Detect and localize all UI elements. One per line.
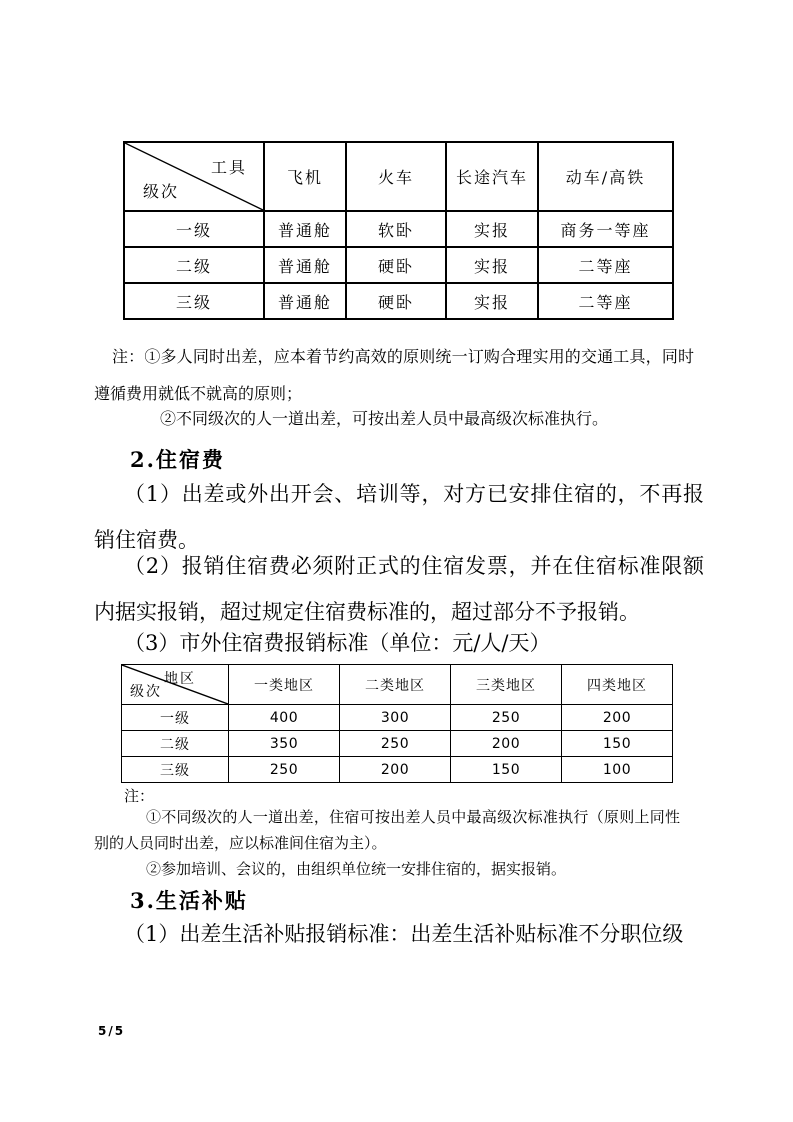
table-row bbox=[124, 283, 673, 319]
column-header-train: 火车 bbox=[346, 142, 446, 211]
table-row bbox=[124, 247, 673, 283]
column-header-plane: 飞机 bbox=[264, 142, 346, 211]
lodging-standards-table bbox=[121, 664, 673, 783]
table-cell: 150 bbox=[451, 757, 562, 783]
section-heading-allowance: 3.生活补贴 bbox=[130, 888, 248, 913]
table-cell: 250 bbox=[340, 731, 451, 757]
table-cell: 商务一等座 bbox=[538, 211, 673, 247]
row-level-cell: 一级 bbox=[124, 211, 264, 247]
table-cell: 300 bbox=[340, 705, 451, 731]
corner-label-level: 级次 bbox=[143, 182, 180, 201]
transport-corner-cell bbox=[124, 142, 264, 211]
row-level-cell: 三级 bbox=[124, 283, 264, 319]
table-cell: 普通舱 bbox=[264, 211, 346, 247]
table-row bbox=[122, 757, 673, 783]
table-row bbox=[124, 211, 673, 247]
table-cell: 200 bbox=[562, 705, 673, 731]
column-header-region-4: 四类地区 bbox=[562, 665, 673, 705]
table-cell: 250 bbox=[451, 705, 562, 731]
table-cell: 150 bbox=[562, 731, 673, 757]
row-level-cell: 一级 bbox=[122, 705, 229, 731]
lodging-paragraph-3: （3）市外住宿费报销标准（单位：元/人/天） bbox=[124, 631, 551, 655]
column-header-highspeed: 动车/高铁 bbox=[538, 142, 673, 211]
transport-standards-table bbox=[123, 141, 674, 320]
table-cell: 100 bbox=[562, 757, 673, 783]
lodging-notes-label: 注： bbox=[124, 787, 155, 805]
allowance-paragraph-1: （1）出差生活补贴报销标准：出差生活补贴标准不分职位级 bbox=[124, 922, 684, 946]
table-cell: 400 bbox=[229, 705, 340, 731]
row-level-cell: 三级 bbox=[122, 757, 229, 783]
column-header-region-2: 二类地区 bbox=[340, 665, 451, 705]
column-header-coach: 长途汽车 bbox=[446, 142, 538, 211]
lodging-corner-cell bbox=[122, 665, 229, 705]
lodging-paragraph-1: （1）出差或外出开会、培训等，对方已安排住宿的，不再报销住宿费。 bbox=[94, 482, 704, 552]
section-heading-lodging: 2.住宿费 bbox=[130, 447, 225, 472]
table-cell: 硬卧 bbox=[346, 283, 446, 319]
corner-label-level: 级次 bbox=[130, 684, 162, 700]
table-row bbox=[122, 705, 673, 731]
transport-note-1: 注：①多人同时出差，应本着节约高效的原则统一订购合理实用的交通工具，同时遵循费用就低不就高的原则； bbox=[94, 347, 694, 403]
table-cell: 250 bbox=[229, 757, 340, 783]
table-cell: 200 bbox=[340, 757, 451, 783]
table-cell: 实报 bbox=[446, 211, 538, 247]
lodging-paragraph-2: （2）报销住宿费必须附正式的住宿发票，并在住宿标准限额内据实报销，超过规定住宿费标准的，超过部分不予报销。 bbox=[94, 554, 704, 624]
table-cell: 实报 bbox=[446, 283, 538, 319]
lodging-table-header-row bbox=[122, 665, 673, 705]
table-cell: 硬卧 bbox=[346, 247, 446, 283]
table-cell: 二等座 bbox=[538, 283, 673, 319]
lodging-note-2: ②参加培训、会议的，由组织单位统一安排住宿的，据实报销。 bbox=[146, 860, 567, 878]
row-level-cell: 二级 bbox=[124, 247, 264, 283]
column-header-region-1: 一类地区 bbox=[229, 665, 340, 705]
row-level-cell: 二级 bbox=[122, 731, 229, 757]
transport-note-2: ②不同级次的人一道出差，可按出差人员中最高级次标准执行。 bbox=[160, 409, 609, 428]
transport-table-header-row bbox=[124, 142, 673, 211]
corner-label-tool: 工具 bbox=[210, 158, 247, 177]
column-header-region-3: 三类地区 bbox=[451, 665, 562, 705]
lodging-note-1: ①不同级次的人一道出差，住宿可按出差人员中最高级次标准执行（原则上同性别的人员同时出差，应以标准间住宿为主）。 bbox=[94, 808, 680, 852]
corner-label-region: 地区 bbox=[164, 671, 196, 687]
table-cell: 200 bbox=[451, 731, 562, 757]
table-row bbox=[122, 731, 673, 757]
table-cell: 二等座 bbox=[538, 247, 673, 283]
table-cell: 普通舱 bbox=[264, 283, 346, 319]
table-cell: 软卧 bbox=[346, 211, 446, 247]
page-number: 5/5 bbox=[98, 1024, 126, 1038]
table-cell: 普通舱 bbox=[264, 247, 346, 283]
table-cell: 实报 bbox=[446, 247, 538, 283]
table-cell: 350 bbox=[229, 731, 340, 757]
